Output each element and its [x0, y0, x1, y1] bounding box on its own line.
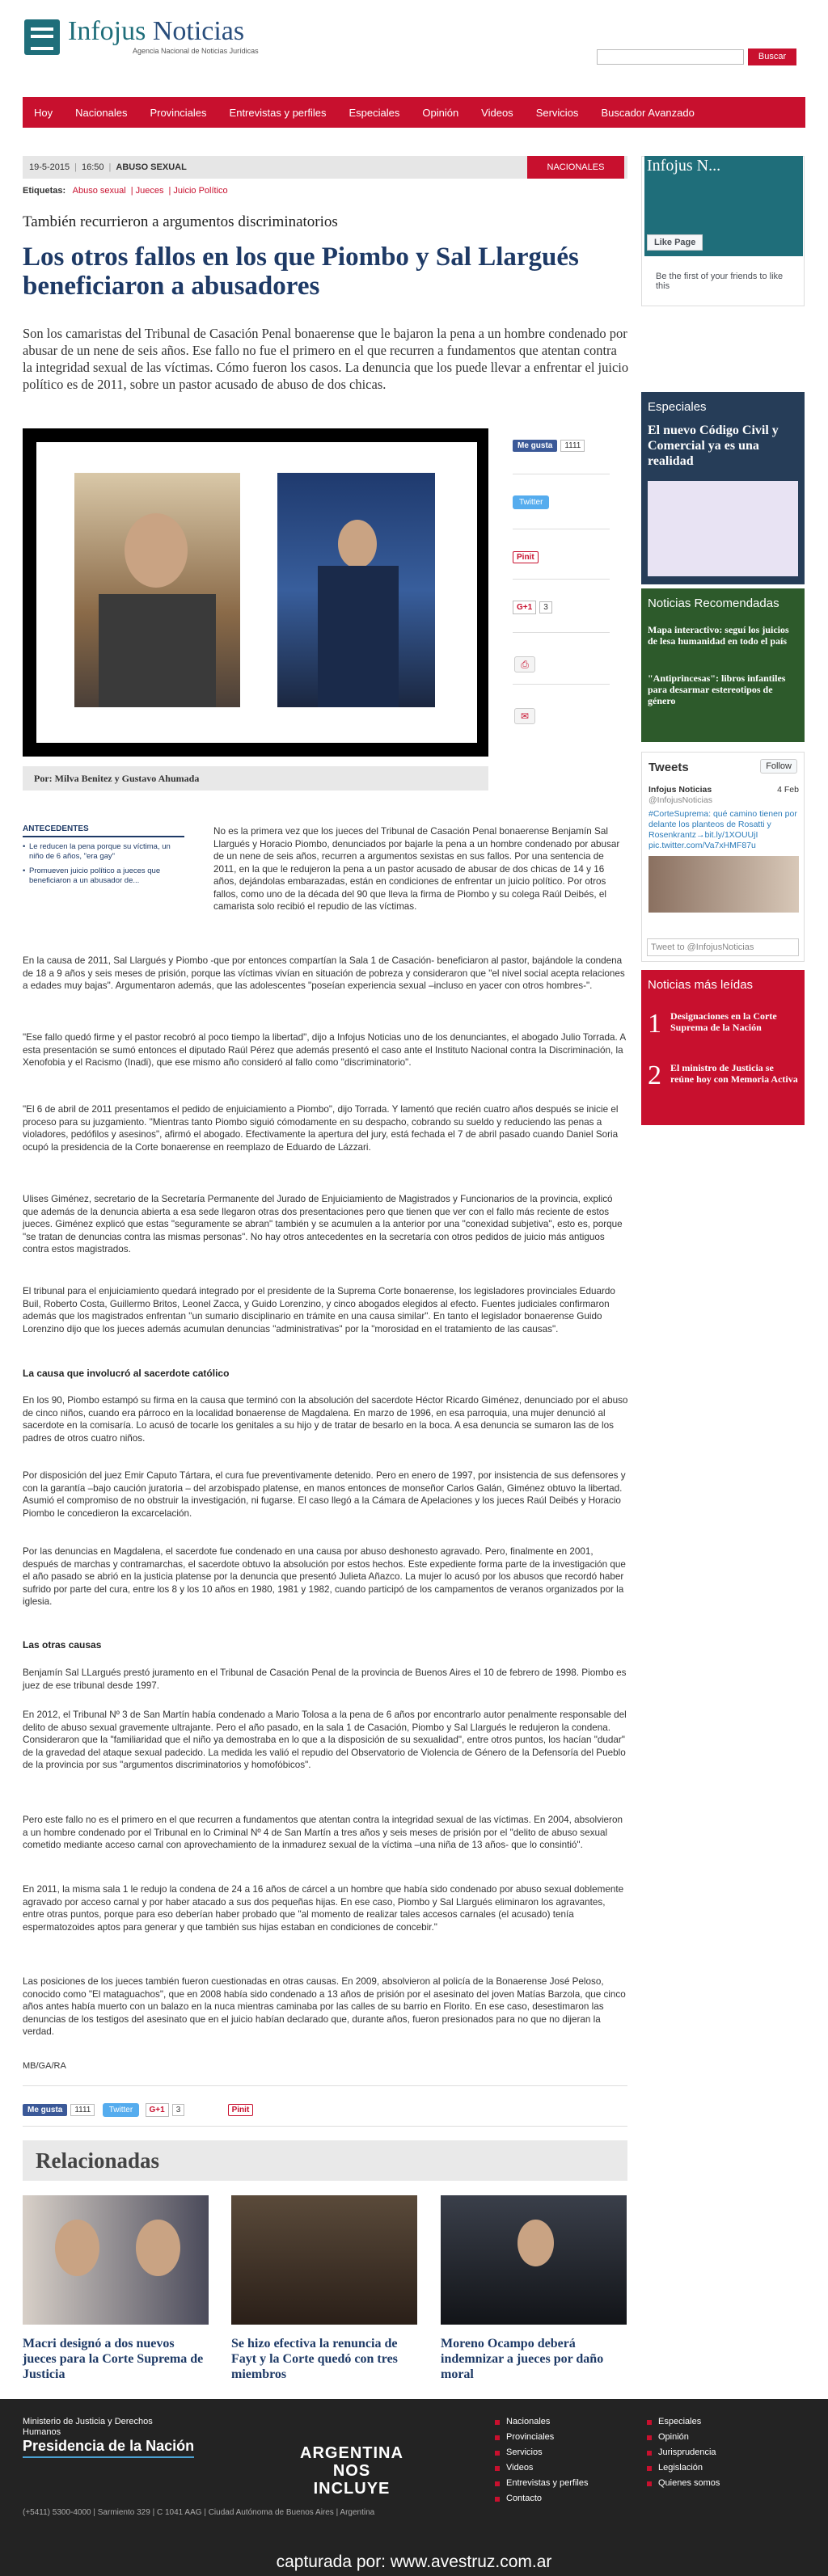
tweet-image[interactable]: [648, 856, 799, 913]
recomendada-link[interactable]: Mapa interactivo: seguí los juicios de lesa humanidad en todo el país: [648, 624, 789, 647]
bottom-share-bar: [23, 2103, 253, 2114]
google-plus-button[interactable]: G+1: [146, 2103, 169, 2117]
facebook-like-page-button[interactable]: Like Page: [647, 234, 703, 251]
tweet-user[interactable]: Infojus Noticias: [648, 785, 712, 795]
paragraph: En 2011, la misma sala 1 le redujo la condena de 24 a 16 años de cárcel a un hombre que había sido condenado por abuso sexual doblemente agravado por acceso carnal y por haber atacado a sus dos pequeñas hijas. En ese caso, Piombo y Sal Llargués eliminaron los agravantes, entre otras puntos, porque para eso deberían haber probado que "al momento de realizar tales accesos carnales (el acusado) tenía espermatozoides aptos para generar y que también sus hijas estaban en condiciones de concebir.": [23, 1884, 624, 1933]
argentina-nos-incluye-logo: ARGENTINA NOS INCLUYE: [300, 2444, 403, 2498]
especiales-box[interactable]: [641, 392, 805, 584]
rank-number: 2: [648, 1060, 661, 1090]
judge-photo-right: [277, 473, 435, 707]
article-topic: ABUSO SEXUAL: [116, 162, 187, 172]
footer-link[interactable]: Contacto: [495, 2494, 588, 2503]
footer-link[interactable]: Legislación: [647, 2463, 720, 2473]
footer-link[interactable]: Videos: [495, 2463, 588, 2473]
especiales-headline[interactable]: El nuevo Código Civil y Comercial ya es una realidad: [648, 424, 779, 468]
gplus-count: 3: [539, 601, 552, 613]
mas-leidas-title: Noticias más leídas: [648, 978, 754, 992]
pinterest-button[interactable]: Pinit: [228, 2104, 254, 2116]
related-heading: Relacionadas: [23, 2140, 627, 2181]
twitter-button[interactable]: Twitter: [103, 2103, 139, 2117]
article-title: Los otros fallos en los que Piombo y Sal Llargués beneficiaron a abusadores: [23, 242, 579, 301]
article-date: 19-5-2015: [29, 162, 70, 172]
nav-item-opinion[interactable]: Opinión: [422, 106, 459, 119]
follow-button[interactable]: Follow: [760, 759, 797, 774]
tag-link[interactable]: Jueces: [135, 186, 164, 196]
paragraph: "El 6 de abril de 2011 presentamos el pedido de enjuiciamiento a Piombo", dijo Torrada. Y lamentó que recién cuatro años después se inicie el proceso para su juzgamiento. "Mientras tanto Piombo siguió cómodamente en su despacho, cobrando su sueldo y reduciendo las penas a violadores, pedófilos y asesinos", afirmó el abogado. Efectivamente la apertura del jury, está fechada el 7 de abril pasado cuando Daniel Soria ocupó la presidencia de la Corte bonaerense en reemplazo de Eduardo de Lázzari.: [23, 1104, 619, 1153]
paragraph: Ulises Giménez, secretario de la Secretaría Permanente del Jurado de Enjuiciamiento de Magistrados y Funcionarios de la provincia, explicó que además de la denuncia abierta a esa sede llegaron otras dos presentaciones pero que tienen que ver con el fallo más reciente de estos jueces. Giménez explicó que estas "seguramente se abran" también y se acumulen a la anterior por una "conexidad subjetiva", esto es, porque "se tratan de denuncias contra las mismas personas". No hay otros antecedentes en la secretaría con otros pedidos de juicio más antiguos contra estos magistrados.: [23, 1194, 623, 1254]
facebook-like-button[interactable]: Me gusta: [513, 440, 557, 452]
paragraph: No es la primera vez que los jueces del Tribunal de Casación Penal bonaerense Benjamín Sal Llargués y Horacio Piombo, denunciados por bajarle la pena a un hombre condenado por abusar de un nene de seis años, recurren a argumentos sexistas en sus fallos. Por una sentencia de 2011, en la que le redujeron la pena a un pastor acusado de abusar de dos chicas de 14 y 16 años, dejándolas embarazadas, están en condiciones de enfrentar un juicio político. Por otros fallos, como uno de la década del 90 que lleva la firma de Piombo y su colega Raúl Deibés, el camarista solo recibió el repudio de las víctimas.: [213, 826, 620, 912]
recomendadas-box: [641, 588, 805, 742]
related-image[interactable]: [441, 2195, 627, 2325]
infojus-logo-icon[interactable]: [24, 19, 60, 55]
nav-item-servicios[interactable]: Servicios: [535, 106, 579, 119]
nav-item-hoy[interactable]: Hoy: [34, 106, 53, 119]
divider: [23, 2126, 627, 2127]
especiales-illustration[interactable]: [648, 481, 798, 576]
google-plus-button[interactable]: G+1: [513, 601, 536, 614]
article-kicker: También recurrieron a argumentos discriminatorios: [23, 213, 338, 230]
tag-link[interactable]: Abuso sexual: [72, 186, 126, 196]
like-count: 1111: [560, 440, 585, 452]
nav-item-especiales[interactable]: Especiales: [349, 106, 400, 119]
antecedentes-title: ANTECEDENTES: [23, 824, 184, 837]
paragraph: Pero este fallo no es el primero en el que recurren a fundamentos que atentan contra la integridad sexual de las víctimas. En 2004, absolvieron a un hombre condenado por el Tribunal en lo Criminal Nº 4 de San Martín a tres años y seis meses de prisión por el "delito de abuso sexual cometido mediante acceso carnal con aprovechamiento de la inmadurez sexual de la víctima –una niña de 13 años- que lo consintió".: [23, 1815, 623, 1850]
mas-leidas-box: [641, 970, 805, 1125]
paragraph: Por las denuncias en Magdalena, el sacerdote fue condenado en una causa por abuso deshonesto agravado. Pero, finalmente en 2001, después de marchas y contramarchas, el sacerdote obtuvo la absolución por estos hechos. Este expediente forma parte de la investigación que el año pasado se abrió en la justicia platense por la denuncia que presentó Julieta Añazco. La mujer lo acusó por los abusos que recordó haber sufrido por parte del cura, entre los 8 y los 10 años en 1980, 1981 y 1982, cuando participó de los campamentos de veranos organizados por la iglesia.: [23, 1546, 626, 1607]
footer-presidencia[interactable]: Presidencia de la Nación: [23, 2438, 194, 2458]
paragraph: En 2012, el Tribunal Nº 3 de San Martín había condenado a Mario Tolosa a la pena de 6 años por encontrarlo autor penalmente responsable del delito de abuso sexual gravemente ultrajante. Pero el año pasado, en la sala 1 de Casación, Piombo y Sal Llargués le redujeron la condena. Consideraron que la "familiaridad que el niño ya demostraba en lo que a la disposición de su sexualidad", entre otros puntos, los hacían "dudar" de la gravedad del ataque sexual padecido. La medida les valió el repudio del Observatorio de Violencia de Género de la Defensoría del Pueblo de la provincia por sus "argumentos discriminatorios y homofóbicos".: [23, 1710, 627, 1770]
photo-caption: Por: Milva Benitez y Gustavo Ahumada: [23, 766, 488, 791]
footer-link[interactable]: Provinciales: [495, 2432, 588, 2442]
mas-leida-link[interactable]: Designaciones en la Corte Suprema de la Nación: [670, 1010, 777, 1033]
footer-link[interactable]: Especiales: [647, 2417, 720, 2426]
related-image[interactable]: [231, 2195, 417, 2325]
especiales-title: Especiales: [648, 400, 707, 414]
tagline: Agencia Nacional de Noticias Jurídicas: [133, 47, 259, 55]
footer-col-2: [647, 2417, 720, 2494]
nav-item-entrevistas[interactable]: Entrevistas y perfiles: [229, 106, 327, 119]
search-input[interactable]: [597, 49, 744, 65]
paragraph: En los 90, Piombo estampó su firma en la causa que terminó con la absolución del sacerdote Héctor Ricardo Giménez, denunciado por el abuso de cinco niños, cuando era párroco en la localidad bonaerense de Magdalena. En marzo de 1996, en esa parroquia, una mujer denunció al sacerdote en la comisaría. Lo acusó de tocarle los genitales a su hijo y de tratar de besarlo en la boca. A esa denuncia se sumaron las de los padres de otros cuatro niños.: [23, 1395, 628, 1444]
nav-item-nacionales[interactable]: Nacionales: [75, 106, 128, 119]
brand-second: Noticias: [152, 16, 245, 46]
mas-leida-link[interactable]: El ministro de Justicia se reúne hoy con Memoria Activa: [670, 1062, 798, 1085]
capture-watermark: capturada por: www.avestruz.com.ar: [276, 2553, 552, 2571]
tag-link[interactable]: Juicio Político: [173, 186, 228, 196]
tweet: [648, 785, 799, 913]
email-icon[interactable]: ✉: [514, 708, 535, 724]
footer-link[interactable]: Entrevistas y perfiles: [495, 2478, 588, 2488]
section-badge[interactable]: NACIONALES: [527, 156, 624, 179]
paragraph: Las posiciones de los jueces también fueron cuestionadas en otras causas. En 2009, absolvieron al policía de la Bonaerense José Peloso, conocido como "El mataguachos", que en 2008 había sido condenado a 13 años de prisión por el asesinato del joven Matías Barzola, que cinco años antes había muerto con un balazo en la nuca mientras caminaba por las calles de su barrio en Florito. En ese caso, desestimaron las denuncias de los testigos del asesinato que en el juicio habían declarado que, durante años, fueron presionados para no que no dijeran la verdad.: [23, 1976, 626, 2037]
footer-link[interactable]: Servicios: [495, 2447, 588, 2457]
judge-photo-left: [74, 473, 240, 707]
related-image[interactable]: [23, 2195, 209, 2325]
twitter-widget: [641, 752, 805, 962]
facebook-page-name[interactable]: Infojus N...: [647, 157, 721, 175]
subheading: La causa que involucró al sacerdote católico: [23, 1368, 230, 1379]
tweets-title: Tweets: [648, 761, 689, 774]
author-initials: MB/GA/RA: [23, 2061, 66, 2071]
related-link[interactable]: Moreno Ocampo deberá indemnizar a jueces por daño moral: [441, 2337, 604, 2381]
tweet-handle[interactable]: @InfojusNoticias: [648, 795, 712, 805]
like-count: 1111: [70, 2104, 95, 2116]
search-button[interactable]: Buscar: [748, 48, 796, 65]
footer-link[interactable]: Jurisprudencia: [647, 2447, 720, 2457]
paragraph: Por disposición del juez Emir Caputo Tártara, el cura fue preventivamente detenido. Pero en enero de 1997, por insistencia de sus defensores y con la garantía –bajo caución juratoria – del arzobispado platense, en manos entonces de monseñor Carlos Galán, Giménez obtuvo la libertad. Asumió el compromiso de no obstruir la investigación, ni fugarse. El caso llegó a la Cámara de Apelaciones y los jueces Raúl Deibés y Horacio Piombo le concedieron la excarcelación.: [23, 1470, 626, 1519]
nav-item-videos[interactable]: Videos: [481, 106, 513, 119]
recomendadas-title: Noticias Recomendadas: [648, 597, 779, 610]
antecedentes-box: [23, 824, 184, 891]
rank-number: 1: [648, 1009, 661, 1039]
divider: [23, 2085, 627, 2086]
tags-label: Etiquetas:: [23, 186, 66, 196]
tweet-input[interactable]: Tweet to @InfojusNoticias: [647, 938, 799, 956]
footer-link[interactable]: Opinión: [647, 2432, 720, 2442]
article-time: 16:50: [82, 162, 104, 172]
twitter-button[interactable]: Twitter: [513, 495, 549, 509]
article-lead: Son los camaristas del Tribunal de Casación Penal bonaerense que le bajaron la pena a un hombre condenado por abusar de un nene de seis años. Ese fallo no fue el primero en el que recurren a fundamentos que atentan contra la integridad sexual de las víctimas. Cómo fueron los casos. La denuncia que los puede llevar a enfrentar el juicio político es de 2011, sobre un pastor acusado de abuso de dos chicas.: [23, 326, 629, 392]
footer-col-1: [495, 2417, 588, 2509]
footer-link[interactable]: Quienes somos: [647, 2478, 720, 2488]
facebook-like-button[interactable]: Me gusta: [23, 2104, 67, 2116]
tweet-text[interactable]: #CorteSuprema: qué camino tienen por delante los planteos de Rosatti y Rosenkrantz→bit.ly/1XOUUjI pic.twitter.com/Va7xHMF87u: [648, 809, 797, 850]
antecedente-link[interactable]: • Le reducen la pena porque su víctima, un niño de 6 años, "era gay": [23, 842, 184, 862]
antecedente-link[interactable]: • Promueven juicio político a jueces que beneficiaron a un abusador de...: [23, 866, 184, 886]
paragraph: "Ese fallo quedó firme y el pastor recobró al poco tiempo la libertad", dijo a Infojus Noticias uno de los denunciantes, el abogado Julio Torrada. A esta presentación se sumó entonces el diputado Raúl Pérez que además presentó el caso ante el Instituto Nacional contra la Discriminación, la Xenofobia y el Racismo (Inadi), que ese mismo año consideró al fallo como "discriminatorio".: [23, 1032, 626, 1068]
footer-contact: (+5411) 5300-4000 | Sarmiento 329 | C 1041 AAG | Ciudad Autónoma de Buenos Aires | Argentina: [23, 2508, 375, 2517]
footer-ministerio[interactable]: Ministerio de Justicia y Derechos Humanos: [23, 2417, 153, 2437]
main-nav: [23, 97, 805, 128]
nav-item-provinciales[interactable]: Provinciales: [150, 106, 207, 119]
paragraph: Benjamín Sal LLargués prestó juramento en el Tribunal de Casación Penal de la provincia de Buenos Aires el 10 de febrero de 1998. Piombo es juez de ese tribunal desde 1997.: [23, 1667, 627, 1691]
print-icon[interactable]: ⎙: [514, 656, 535, 672]
brand-main: Infojus: [68, 16, 146, 46]
tweet-date: 4 Feb: [777, 785, 799, 795]
subheading: Las otras causas: [23, 1639, 102, 1651]
facebook-first-text: Be the first of your friends to like this: [656, 272, 784, 291]
related-link[interactable]: Se hizo efectiva la renuncia de Fayt y la Corte quedó con tres miembros: [231, 2337, 398, 2381]
brand-logo[interactable]: [68, 16, 244, 47]
gplus-count: 3: [172, 2104, 185, 2116]
recomendada-link[interactable]: "Antiprincesas": libros infantiles para desarmar estereotipos de género: [648, 672, 786, 706]
pinterest-button[interactable]: Pinit: [513, 551, 539, 563]
nav-item-buscador[interactable]: Buscador Avanzado: [601, 106, 695, 119]
tags-row: Etiquetas: Abuso sexual | Jueces | Juicio Político: [23, 186, 228, 196]
related-link[interactable]: Macri designó a dos nuevos jueces para la Corte Suprema de Justicia: [23, 2337, 204, 2381]
article-meta: 19-5-2015 | 16:50 | ABUSO SEXUAL: [23, 156, 627, 179]
paragraph: En la causa de 2011, Sal Llargués y Piombo -que por entonces compartían la Sala 1 de Casación- beneficiaron al pastor, bajándole la condena de 18 a 9 años y seis meses de prisión, porque las víctimas vivían en situación de pobreza y consideraron que "el nivel social acepta relaciones a edades muy bajas". Argumentaron además, que las adolescentes "poseían experiencia sexual –incluso en yacer con otros hombres-".: [23, 955, 625, 991]
footer-link[interactable]: Nacionales: [495, 2417, 588, 2426]
paragraph: El tribunal para el enjuiciamiento quedará integrado por el presidente de la Suprema Corte bonaerense, los legisladores provinciales Eduardo Buil, Roberto Costa, Guillermo Britos, Leonel Zacca, y Guido Lorenzino, y cinco abogados elegidos al efecto. Fuentes judiciales confirmaron además que los magistrados enfrentan "un sumario disciplinario en trámite en una causa similar". En tanto el legislador bonaerense Guido Lorenzino dijo que los jueces además acumulan denuncias "administrativas" por la "morosidad en el tratamiento de las causas".: [23, 1286, 615, 1334]
